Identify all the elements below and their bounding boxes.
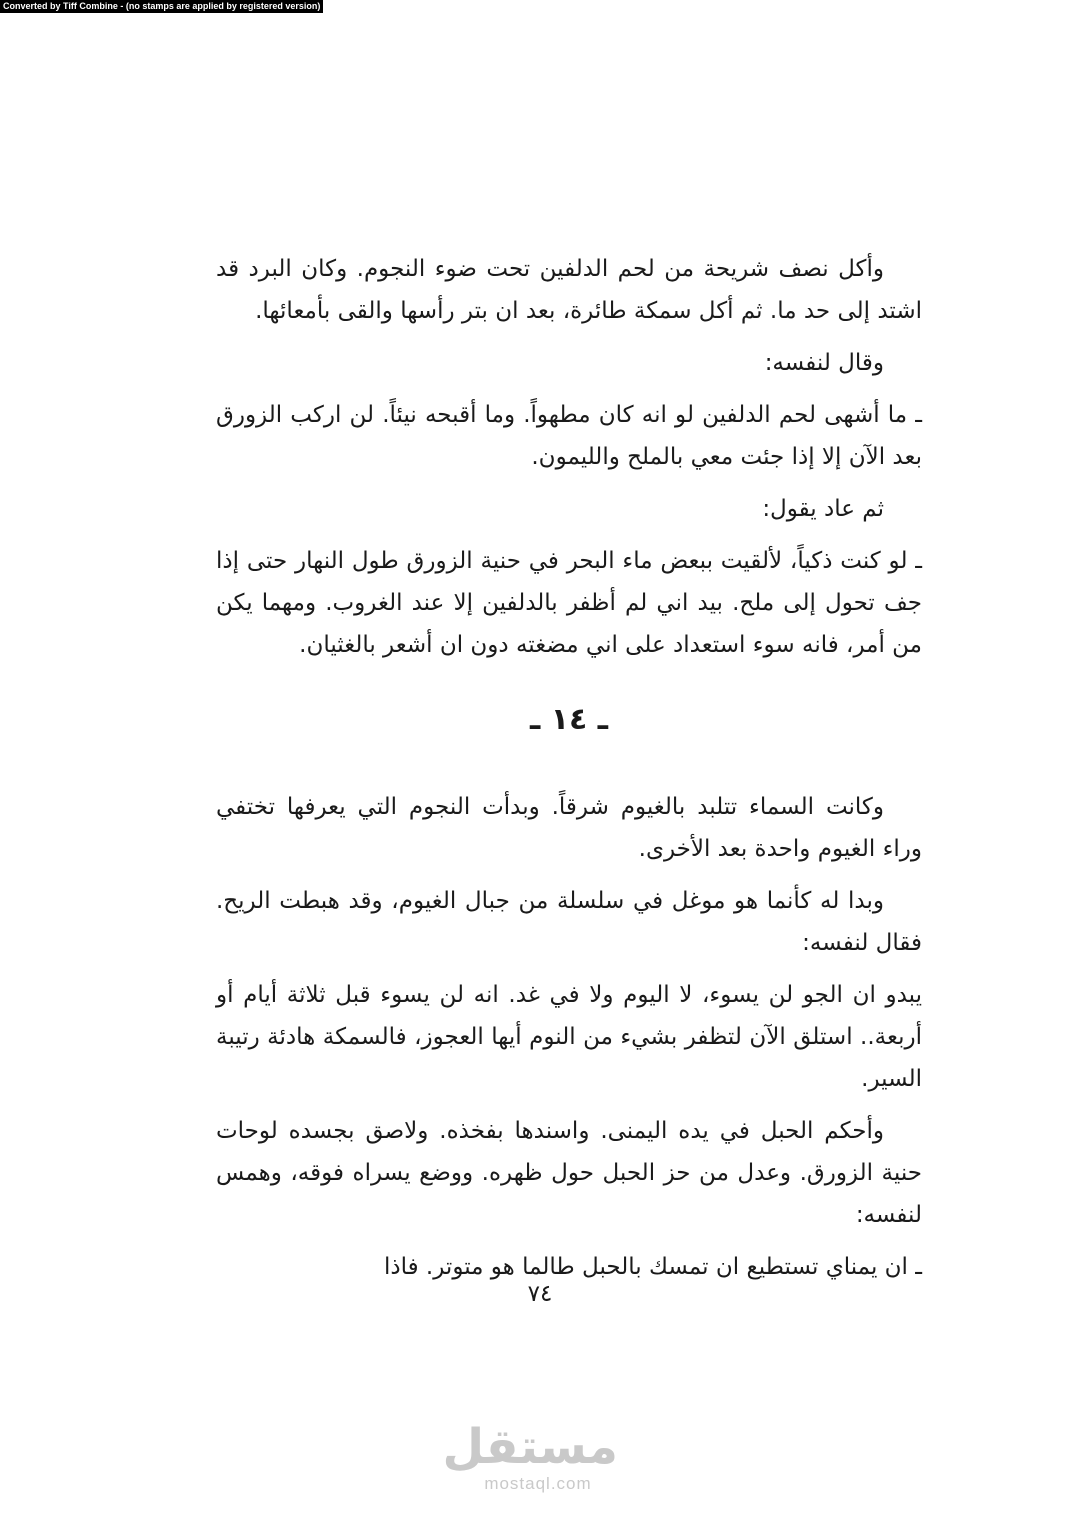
paragraph: وكانت السماء تتلبد بالغيوم شرقاً. وبدأت النجوم التي يعرفها تختفي وراء الغيوم واحدة بعد الأخرى. [216, 794, 922, 862]
converter-stamp: Converted by Tiff Combine - (no stamps are applied by registered version) [0, 0, 323, 13]
paragraph: يبدو ان الجو لن يسوء، لا اليوم ولا في غد. انه لن يسوء قبل ثلاثة أيام أو أربعة.. استلق الآن لتظفر بشيء من النوم أيها العجوز، فالسمكة هادئة رتيبة السير. [216, 982, 922, 1092]
page-body [216, 248, 922, 1298]
watermark-arabic: مستقل [442, 1419, 618, 1475]
chapter-heading: ـ ١٤ ـ [529, 702, 609, 737]
paragraph: وبدا له كأنما هو موغل في سلسلة من جبال الغيوم، وقد هبطت الريح. فقال لنفسه: [216, 888, 922, 956]
dialogue-paragraph: ـ ان يمناي تستطيع ان تمسك بالحبل طالما هو متوتر. فاذا [383, 1254, 922, 1280]
watermark-latin: mostaql.com [484, 1474, 592, 1493]
paragraph: وقال لنفسه: [764, 350, 884, 376]
dialogue-paragraph: ـ لو كنت ذكياً، لألقيت ببعض ماء البحر في حنية الزورق طول النهار حتى إذا جف تحول إلى ملح. بيد اني لم أظفر بالدلفين إلا عند الغروب. ومهما يكن من أمر، فانه سوء استعداد على اني مضغته دون ان أشعر بالغثيان. [216, 548, 922, 658]
paragraph: ثم عاد يقول: [762, 496, 884, 522]
paragraph: وأحكم الحبل في يده اليمنى. واسندها بفخذه. ولاصق بجسده لوحات حنية الزورق. وعدل من حز الحبل حول ظهره. ووضع يسراه فوقه، وهمس لنفسه: [216, 1118, 922, 1228]
paragraph: وأكل نصف شريحة من لحم الدلفين تحت ضوء النجوم. وكان البرد قد اشتد إلى حد ما. ثم أكل سمكة طائرة، بعد ان بتر رأسها والقى بأمعائها. [216, 256, 922, 324]
watermark-logo [442, 1419, 618, 1494]
page-number: ٧٤ [527, 1281, 553, 1307]
dialogue-paragraph: ـ ما أشهى لحم الدلفين لو انه كان مطهواً. وما أقبحه نيئاً. لن اركب الزورق بعد الآن إلا إذا جئت معي بالملح والليمون. [216, 402, 922, 470]
